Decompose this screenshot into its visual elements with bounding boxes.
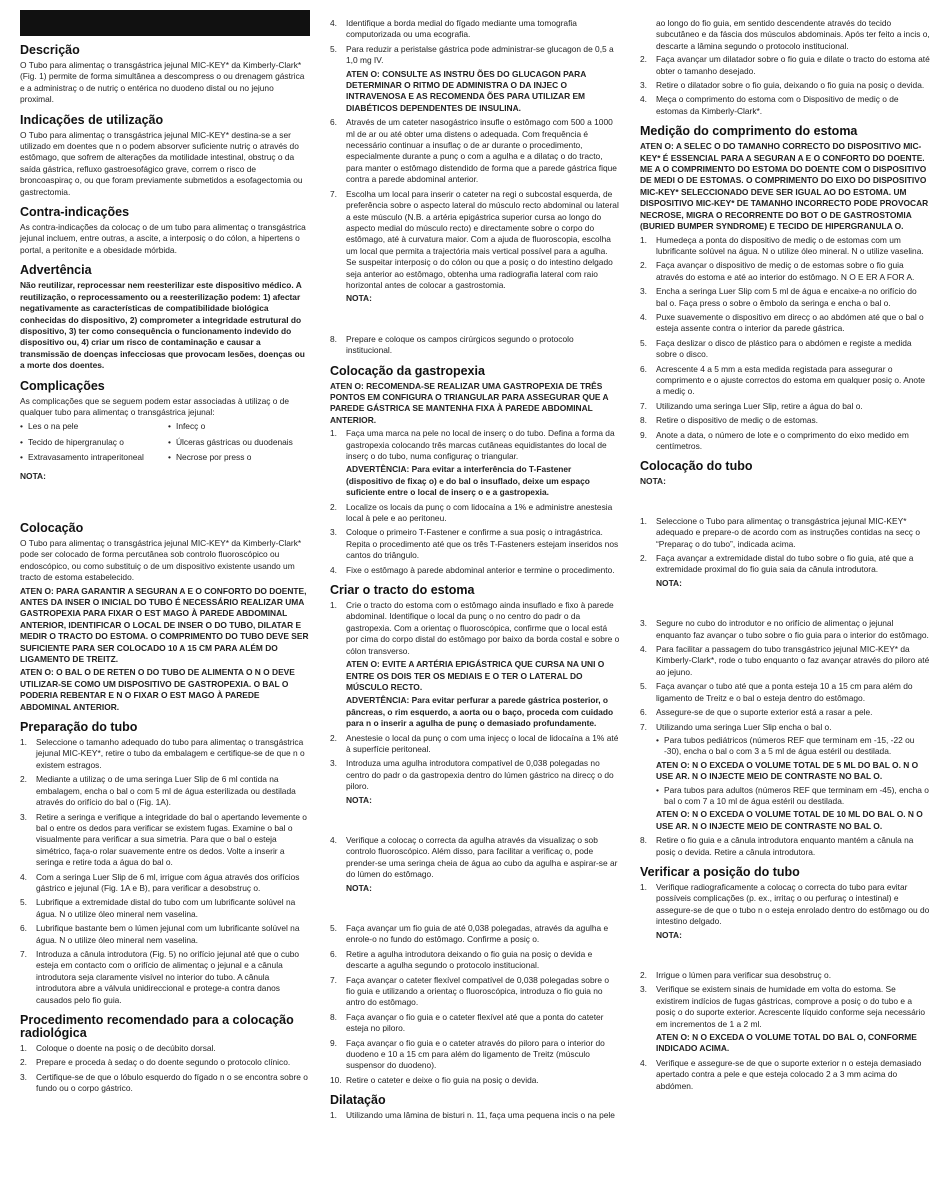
note-label: NOTA: [656,929,682,940]
list-item: 7. Utilizando uma seringa Luer Slip encha o bal o. • Para tubos pediátricos (números REF que terminam em -15, -22 ou -30), encha o bal o com 3 a 5 ml de água estéril ou destilada. ATEN O: N O EXCEDA O VOLUME TOTAL DE 5 ML DO BAL O. N O USE AR. N O INJECTE MEIO DE CONTRASTE NO BAL O. • Para tubos para adultos (números REF que terminam em -45), encha o bal o com 7 a 10 ml de água estéril ou destilada. ATEN O: N O EXCEDA O VOLUME TOTAL DE 10 ML DO BAL O. N O USE AR. N O INJECTE MEIO DE CONTRASTE NO BAL O. [640,722,930,833]
para-complicacoes: As complicações que se seguem podem estar associadas à utilizaç o de qualquer tubo para alimentaç o transgástrica jejunal: [20,395,290,417]
list-item: • Extravasamento intraperitoneal [20,452,162,463]
list-item: 3. Encha a seringa Luer Slip com 5 ml de água e encaixe-a no orifício do bal o. Faça press o sobre o êmbolo da seringa e encha o bal o. [640,286,917,308]
dil-step-1-cont: ao longo do fio guia, em sentido descendente através do tecido subcutâneo e da fáscia dos músculos abdominais. Após ter feito a incis o, descarte a lâmina segundo o protocolo institucional. [656,18,930,51]
list-item: 1. Utilizando uma lâmina de bisturi n. 11, faça uma pequena incis o na pele [330,1110,615,1121]
heading-verificar: Verificar a posição do tubo [640,864,800,879]
list-item: 6. Retire a agulha introdutora deixando o fio guia na posiç o devida e descarte a agulha segundo o protocolo institucional. [330,948,593,971]
dil-steps-cont [640,54,930,117]
caution-colocacao-1: ATEN O: PARA GARANTIR A SEGURAN A E O CONFORTO DO DOENTE, ANTES DA INSER O INICIAL DO TUBO É NECESSÁRIO REALIZAR UMA GASTROPEXIA PARA FIXAR O EST MAGO À PAREDE ABDOMINAL ANTERIOR, IDENTIFICAR O LOCAL DE INSER O DO TUBO, DILATAR E MEDIR O TRACTO DO ESTOMA. O COMPRIMENTO DO TUBO DEVE SER SUFICIENTE PARA SER COLOCADO 10 A 15 CM PARA ALÉM DO LIGAMENTO DE TREITZ. [20,585,309,665]
heading-descricao: Descrição [20,43,80,57]
list-item: 2. Anestesie o local da punç o com uma injecç o local de lidocaína a 1% até à superfície peritoneal. [330,732,619,754]
list-item: 3. Retire o dilatador sobre o fio guia, deixando o fio guia na posiç o devida. [640,80,925,91]
list-item: 4. Fixe o estômago à parede abdominal anterior e termine o procedimento. [330,564,615,575]
heading-gastropexia: Colocação da gastropexia [330,363,485,378]
dil-steps [330,1110,620,1121]
caution-adult: ATEN O: N O EXCEDA O VOLUME TOTAL DE 10 ML DO BAL O. N O USE AR. N O INJECTE MEIO DE CONTRASTE NO BAL O. [656,809,923,831]
column-2 [330,18,620,1125]
heading-colocacao: Colocação [20,520,84,535]
prep-steps [20,737,310,1006]
list-item: 7. Introduza a cânula introdutora (Fig. 5) no orifício jejunal até que o cubo esteja em contacto com o orifício de alimentaç o jejunal e a cânula introdutora seja claramente visível no interior do tubo. A cânula introdutora abre a válvula unidireccional e protege-a contra danos causados pelo fio guia. [20,948,300,1005]
list-item: 6. Lubrifique bastante bem o lúmen jejunal com um lubrificante solúvel na água. N o utilize óleo mineral nem vaselina. [20,923,300,945]
heading-medicao: Medição do comprimento do estoma [640,124,858,139]
adult-note: • Para tubos para adultos (números REF que terminam em -45), encha o bal o com 7 a 10 ml de água estéril ou destilada. [656,785,930,808]
list-item: • Infecç o [168,421,310,432]
caution-pediatric: ATEN O: N O EXCEDA O VOLUME TOTAL DE 5 ML DO BAL O. N O USE AR. N O INJECTE MEIO DE CONTRASTE NO BAL O. [656,759,919,782]
column-1 [20,0,310,1098]
list-item: 1. Faça uma marca na pele no local de inserç o do tubo. Defina a forma da gastropexia colocando três marcas cutâneas equidistantes do local de inserç o do tubo, numa configuraç o triangular. ADVERTÊNCIA: Para evitar a interferência do T-Fastener (dispositivo de fixaç o) e do bal o insuflado, deixe um espaço suficiente entre o local de inserç o e a gastropexia. [330,428,620,498]
coltubo-steps [640,516,930,589]
list-item: 1. Seleccione o Tubo para alimentaç o transgástrica jejunal MIC-KEY* adequado e prepare-o de acordo com as instruções contidas na secç o “Preparaç o do tubo”, indicada acima. [640,515,920,549]
para-indicacoes: O Tubo para alimentaç o transgástrica jejunal MIC-KEY* destina-se a ser utilizado em doentes que n o podem absorver suficiente nutriç o através do estômago, que sofrem de alterações da motilidade intestinal, obstruç o da saída gástrica, refluxo gastroesofágico grave, correm o risco de broncoaspiraç o, ou que foram previamente submetidos a esofagectomia ou gastrectomia. [20,129,303,197]
list-item: 5. Para reduzir a peristalse gástrica pode administrar-se glucagon de 0,5 a 1,0 mg IV. ATEN O: CONSULTE AS INSTRU ÕES DO GLUCAGON PARA DETERMINAR O RITMO DE ADMINISTRA O DA INJEC O INTRAVENOSA E AS RECOMENDA ÕES PARA UTILIZAR EM DIABÉTICOS DEPENDENTES DE INSULINA. [330,44,620,114]
caution-glucagon: ATEN O: CONSULTE AS INSTRU ÕES DO GLUCAGON PARA DETERMINAR O RITMO DE ADMINISTRA O DA INJEC O INTRAVENOSA E AS RECOMENDA ÕES PARA UTILIZAR EM DIABÉTICOS DEPENDENTES DE INSULINA. [346,68,586,113]
heading-colocacao-tubo: Colocação do tubo [640,459,753,474]
caution-gastropexia: ATEN O: RECOMENDA-SE REALIZAR UMA GASTROPEXIA DE TRÊS PONTOS EM CONFIGURA O TRIANGULAR PARA ASSEGURAR QUE A PAREDE GÁSTRICA SE MANTENHA FIXA À PAREDE ABDOMINAL ANTERIOR. [330,380,609,425]
proc-steps [20,1043,310,1095]
list-item: 1. Coloque o doente na posiç o de decúbito dorsal. [20,1043,216,1053]
list-item: 7. Faça avançar o cateter flexível compatível de 0,038 polegadas sobre o fio guia e utilizando a orientaç o fluoroscópica, introduza o fio guia no antro do estômago. [330,974,610,1008]
list-item: 3. Introduza uma agulha introdutora compatível de 0,038 polegadas no centro do padr o da gastropexia dentro do lúmen gástrico na direcç o do piloro. NOTA: [330,758,620,806]
heading-dilatacao: Dilatação [330,1093,386,1108]
note-label: NOTA: [20,470,46,481]
warning-tracto: ADVERTÊNCIA: Para evitar perfurar a parede gástrica posterior, o pâncreas, o rim esquerdo, a aorta ou o baço, proceda com cuidado para n o inserir a agulha de punç o demasiado profundamente. [346,695,614,729]
list-item: 8. Prepare e coloque os campos cirúrgicos segundo o protocolo institucional. [330,333,574,356]
list-item: 1. Verifique radiograficamente a colocaç o correcta do tubo para evitar possíveis complicações (p. ex., irritaç o ou perfuraç o intestinal) e assegure-se de que o tubo n o esteja enrolado dentro do estômago ou do intestino delgado. NOTA: [640,881,930,940]
list-item: 8. Retire o dispositivo de mediç o de estomas. [640,415,818,426]
para-advertencia: Não reutilizar, reprocessar nem reesterilizar este dispositivo médico. A reutilização, o reprocessamento ou a reesterilização podem: 1) afectar negativamente as características de compatibilidade biológica conhecidas do dispositivo, 2) comprometer a integridade estrutural do dispositivo, 3) ter como consequência o funcionamento indevido do dispositivo ou, 4) criar um risco de contaminação e causar a transmissão de doenças infecciosas que provocam lesões, doenças ou a morte dos doentes. [20,280,305,371]
list-item: 9. Anote a data, o número de lote e o comprimento do eixo medido em centímetros. [640,429,909,451]
list-item: 7. Utilizando uma seringa Luer Slip, retire a água do bal o. [640,400,863,411]
list-item: 4. Meça o comprimento do estoma com o Dispositivo de mediç o de estomas da Kimberly-Clark*. [640,94,899,116]
list-item: 4. Verifique a colocaç o correcta da agulha através da visualizaç o sob controlo fluoroscópico. Além disso, para facilitar a verificaç o, pode prender-se uma seringa cheia de água ao cubo da agulha e aspirar-se ar do lúmen do estômago. NOTA: [330,835,620,894]
list-item: • Les o na pele [20,421,162,432]
tracto-steps-c [330,923,620,1086]
list-item: 5. Faça avançar o tubo até que a ponta esteja 10 a 15 cm para além do ligamento de Treitz e o bal o esteja dentro do estômago. [640,681,913,703]
list-item: 3. Verifique se existem sinais de humidade em volta do estoma. Se existirem indícios de fugas gástricas, comprove a posiç o do tubo e a posiç o do suporte exterior. Acrescente líquido conforme seja necessário em incrementos de 1 a 2 ml. ATEN O: N O EXCEDA O VOLUME TOTAL DO BAL O, CONFORME INDICADO ACIMA. [640,984,930,1054]
heading-contra-indicacoes: Contra-indicações [20,205,130,220]
list-item: 3. Retire a seringa e verifique a integridade do bal o apertando levemente o bal o entre os dedos para verificar se existem fugas. Examine o bal o visualmente para verificar a sua simetria. Para que o bal o esteja simétrico, faça-o rolar suavemente entre os dedos. Volte a inserir a seringa e retire toda a água do bal o. [20,811,307,868]
list-item: 1. Humedeça a ponta do dispositivo de mediç o de estomas com um lubrificante solúvel na água. N o utilize óleo mineral. N o utilize vaselina. [640,234,924,256]
pediatric-note: • Para tubos pediátricos (números REF que terminam em -15, -22 ou -30), encha o bal o com 3 a 5 ml de água estéril ou destilada. [656,735,930,758]
list-item: 6. Acrescente 4 a 5 mm a esta medida registada para assegurar o comprimento e o ajuste correctos do estoma em qualquer posiç o. Anote a mediç o. [640,363,926,397]
list-item: 4. Para facilitar a passagem do tubo transgástrico jejunal MIC-KEY* da Kimberly-Clark*, rode o tubo enquanto o faz avançar através do piloro até ao jejuno. [640,644,930,677]
list-item: 6. Através de um cateter nasogástrico insufle o estômago com 500 a 1000 ml de ar ou até obter uma distens o adequada. Com frequência é necessário continuar a insuflaç o de ar durante o procedimento, especialmente durante a punç o com a agulha e a dilataç o do tracto, para manter o estômago distendido de forma que a parede gástrica fique contra a parede abdominal anterior. [330,117,617,185]
list-item: 3. Certifique-se de que o lóbulo esquerdo do fígado n o se encontra sobre o fundo ou o corpo gástrico. [20,1071,308,1094]
caution-tracto: ATEN O: EVITE A ARTÉRIA EPIGÁSTRICA QUE CURSA NA UNI O ENTRE OS DOIS TER OS MEDIAIS E O TER O LATERAL DO MÚSCULO RECTO. [346,659,605,692]
ver-steps-b [640,970,930,1092]
list-item: 2. Localize os locais da punç o com lidocaína a 1% e administre anestesia local à pele e ao peritoneu. [330,501,613,524]
proc-steps-cont [330,18,620,305]
list-item: 2. Irrigue o lúmen para verificar sua desobstruç o. [640,970,832,980]
list-item: • Tecido de hipergranulaç o [20,437,162,448]
heading-advertencia: Advertência [20,263,92,278]
list-item: 5. Lubrifique a extremidade distal do tubo com um lubrificante solúvel na água. N o utilize óleo mineral nem vaselina. [20,897,296,919]
list-item: 4. Identifique a borda medial do fígado mediante uma tomografia computorizada ou uma ecografia. [330,18,577,40]
list-item: 10. Retire o cateter e deixe o fio guia na posiç o devida. [330,1074,539,1085]
heading-tracto: Criar o tracto do estoma [330,583,475,598]
heading-procedimento: Procedimento recomendado para a colocação radiológica [20,1013,294,1040]
ver-steps [640,882,930,941]
gastropexia-steps [330,428,620,576]
heading-complicacoes: Complicações [20,378,105,393]
tracto-steps [330,600,620,806]
note-label: NOTA: [346,794,372,805]
note-label: NOTA: [346,882,372,893]
caution-medicao: ATEN O: A SELEC O DO TAMANHO CORRECTO DO DISPOSITIVO MIC-KEY* É ESSENCIAL PARA A SEGURAN A E O CONFORTO DO DOENTE. ME A O COMPRIMENTO DO ESTOMA DO DOENTE COM O DISPOSITIVO DE MEDI O DE ESTOMAS. O COMPRIMENTO DO EIXO DO DISPOSITIVO MIC-KEY* SELECCIONADO DEVE SER IGUAL AO DO ESTOMA. UM DISPOSITIVO MIC-KEY* DE TAMANHO INCORRECTO PODE PROVOCAR NECROSE, MIGRA O RECORRENTE DO BOT O DE GASTROSTOMIA (BURIED BUMPER SYNDROME) E TECIDO DE HIPERGRANULA O. [640,141,929,232]
note-label: NOTA: [656,577,682,588]
list-item: 3. Coloque o primeiro T-Fastener e confirme a sua posiç o intragástrica. Repita o procedimento até que os três T-Fasteners estejam inseridos nos cantos do triângulo. [330,527,619,561]
list-item: 8. Faça avançar o fio guia e o cateter flexível até que a ponta do cateter esteja no piloro. [330,1011,604,1034]
note-label: NOTA: [346,293,372,304]
list-item: 2. Prepare e proceda à sedaç o do doente segundo o protocolo clínico. [20,1057,291,1068]
list-item: • Necrose por press o [168,452,310,463]
list-item: 5. Faça avançar um fio guia de até 0,038 polegadas, através da agulha e enrole-o no fundo do estômago. Confirme a posiç o. [330,923,609,945]
para-descricao: O Tubo para alimentaç o transgástrica jejunal MIC-KEY* da Kimberly-Clark* (Fig. 1) permite de forma simultânea a descompress o ou drenagem gástrica e a administraç o de nutriç o entérica no duodeno distal ou no jejuno proximal. [20,60,305,105]
list-item: • Úlceras gástricas ou duodenais [168,437,310,448]
list-item: 2. Mediante a utilizaç o de uma seringa Luer Slip de 6 ml contida na embalagem, encha o bal o com 5 ml de água esterilizada ou destilada através do orifício do bal o (Fig. 1A). [20,774,296,808]
list-item: 4. Com a seringa Luer Slip de 6 ml, irrigue com água através dos orifícios gástrico e jejunal (Fig. 1A e B), para verificar a desobstruç o. [20,871,300,893]
note-label: NOTA: [640,476,666,487]
para-colocacao: O Tubo para alimentaç o transgástrica jejunal MIC-KEY* da Kimberly-Clark* pode ser colocado de forma percutânea sob controlo fluoroscópico ou endoscópico, ou como substituiç o de um dispositivo existente usando um tracto de estoma estabelecido. [20,537,302,583]
list-item: 8. Retire o fio guia e a cânula introdutora enquanto mantém a cânula na posiç o devida. Retire a cânula introdutora. [640,835,914,857]
caution-colocacao-2: ATEN O: O BAL O DE RETEN O DO TUBO DE ALIMENTA O N O DEVE UTILIZAR-SE COMO UM DISPOSITIVO DE GASTROPEXIA. O BAL O PODERIA REBENTAR E N O FIXAR O EST MAGO À PAREDE ABDOMINAL ANTERIOR. [20,667,295,712]
heading-preparacao: Preparação do tubo [20,720,138,735]
list-item: 2. Faça avançar a extremidade distal do tubo sobre o fio guia, até que a extremidade proximal do fio guia saia da cânula introdutora. NOTA: [640,553,930,589]
list-item: 1. Seleccione o tamanho adequado do tubo para alimentaç o transgástrica jejunal MIC-KEY*, retire o tubo da embalagem e certifique-se de que n o existem estragos. [20,737,305,770]
caution-ver: ATEN O: N O EXCEDA O VOLUME TOTAL DO BAL O, CONFORME INDICADO ACIMA. [656,1032,917,1054]
list-item: 5. Faça deslizar o disco de plástico para o abdómen e registe a medida sobre o disco. [640,337,912,360]
list-item: 6. Assegure-se de que o suporte exterior está a rasar a pele. [640,707,873,718]
warning-gastropexia: ADVERTÊNCIA: Para evitar a interferência do T-Fastener (dispositivo de fixaç o) e do bal o insuflado, deixe um espaço suficiente entre o local de inserç o e a gastropexia. [346,464,590,498]
list-item: 4. Verifique e assegure-se de que o suporte exterior n o esteja demasiado apertado contra a pele e que esteja colocado 2 a 3 mm acima do abdómen. [640,1057,922,1091]
list-item: 9. Faça avançar o fio guia e o cateter através do piloro para o interior do duodeno e 10 a 15 cm para além do ligamento de Treitz (músculo suspensor do duodeno). [330,1037,605,1071]
complications-list [20,421,310,467]
coltubo-steps-b [640,618,930,858]
list-item: 7. Escolha um local para inserir o cateter na regi o subcostal esquerda, de preferência sobre o aspecto lateral do músculo recto abdominal ou lateral a este músculo (N.B. a artéria epigástrica superior cursa ao longo do aspecto medial do músculo recto) e directamente sobre o corpo do estômago, até à curvatura maior. Com a ajuda de fluoroscopia, escolha um local que permita a trajectória mais vertical possível para a agulha. Se suspeitar interposiç o do cólon ou que a posiç o do intestino delgado seja anterior ao estômago, obtenha uma radiografia lateral com raio horizontal antes de colocar a gastrostomia. NOTA: [330,188,619,304]
med-steps [640,235,930,453]
header-bar [20,10,310,36]
para-contra-indicacoes: As contra-indicações da colocaç o de um tubo para alimentaç o transgástrica jejunal incluem, entre outras, a ascite, a interposiç o do cólon, a hipertens o portal, a peritonite e a obesidade mórbida. [20,222,306,255]
heading-indicacoes: Indicações de utilização [20,112,164,127]
list-item: 2. Faça avançar um dilatador sobre o fio guia e dilate o tracto do estoma até obter o tamanho desejado. [640,54,930,76]
list-item: 4. Puxe suavemente o dispositivo em direcç o ao abdómen até que o bal o esteja assente contra o interior da parede gástrica. [640,311,924,334]
column-3 [640,18,930,1095]
list-item: 2. Faça avançar o dispositivo de mediç o de estomas sobre o fio guia através do estoma e até ao interior do estômago. N O E ER A FOR A. [640,260,915,282]
tracto-steps-b [330,835,620,894]
proc-step-8 [330,334,620,357]
list-item: 1. Crie o tracto do estoma com o estômago ainda insuflado e fixo à parede abdominal. Identifique o local da punç o no centro do padr o da gastropexia. Com a orientaç o fluoroscópica, confirme que o local está por cima do corpo distal do estômago por baixo da borda costal e sobre o cólon transverso. ATEN O: EVITE A ARTÉRIA EPIGÁSTRICA QUE CURSA NA UNI O ENTRE OS DOIS TER OS MEDIAIS E O TER O LATERAL DO MÚSCULO RECTO. ADVERTÊNCIA: Para evitar perfurar a parede gástrica posterior, o pâncreas, o rim esquerdo, a aorta ou o baço, proceda com cuidado para n o inserir a agulha de punç o demasiado profundamente. [330,600,620,729]
list-item: 3. Segure no cubo do introdutor e no orifício de alimentaç o jejunal enquanto faz avançar o tubo sobre o fio guia para o interior do estômago. [640,618,929,640]
